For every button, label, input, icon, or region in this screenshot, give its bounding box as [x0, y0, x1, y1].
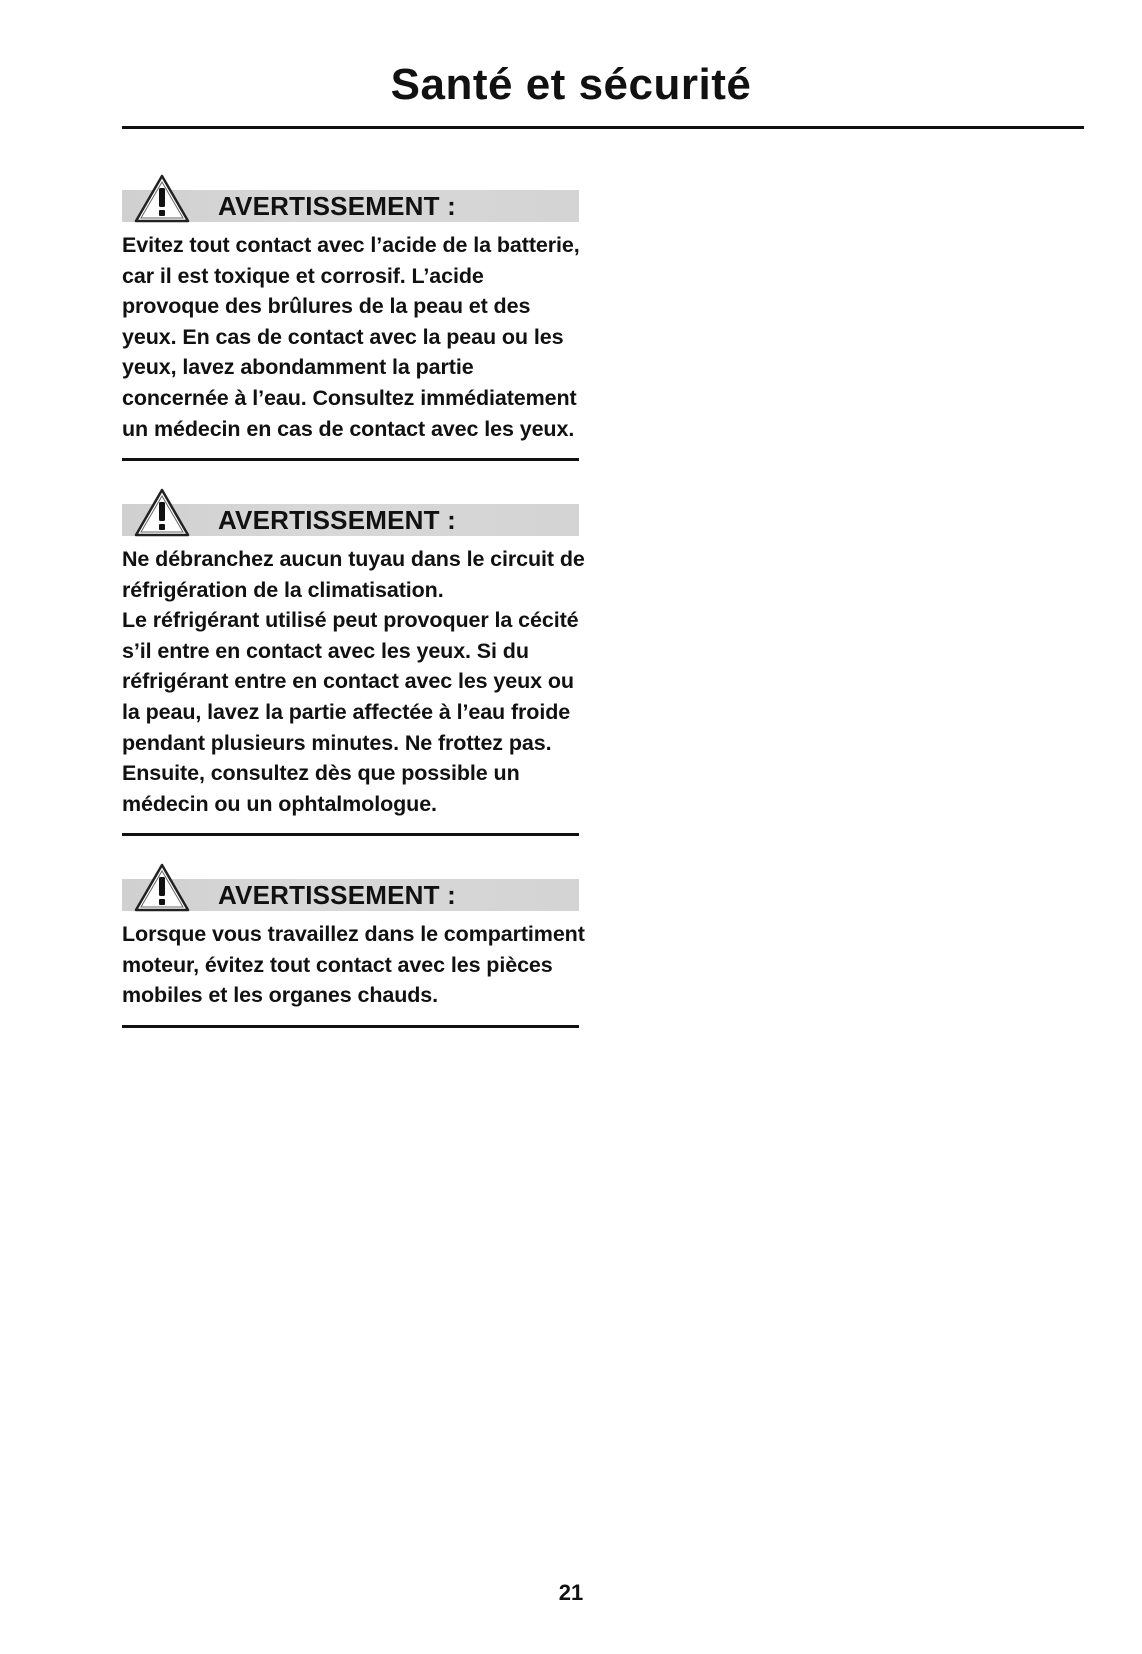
page-title: Santé et sécurité [390, 60, 752, 109]
warning-header [122, 488, 579, 538]
warning-text-line: provoque des brûlures de la peau et des [122, 294, 531, 319]
warning-text [122, 544, 585, 819]
warning-text-line: pendant plusieurs minutes. Ne frottez pas. [122, 730, 552, 755]
warning-text-line: yeux. En cas de contact avec la peau ou les [122, 324, 564, 349]
warning-text-line: un médecin en cas de contact avec les yeux. [122, 416, 575, 441]
warning-label: AVERTISSEMENT : [218, 505, 456, 535]
warning-text-line: la peau, lavez la partie affectée à l’eau froide [122, 699, 571, 724]
warning-triangle-icon [134, 174, 190, 224]
warning-text-line: Le réfrigérant utilisé peut provoquer la cécité [122, 608, 579, 633]
warning-text-line: moteur, évitez tout contact avec les pièces [122, 952, 553, 977]
warning-triangle-icon [134, 488, 190, 538]
warning-text-line: réfrigérant entre en contact avec les yeux ou [122, 669, 574, 694]
warning-header [122, 863, 579, 913]
warning-divider [122, 1025, 579, 1028]
warning-text-line: médecin ou un ophtalmologue. [122, 791, 437, 816]
warning-text [122, 230, 579, 444]
warning-divider [122, 833, 579, 836]
warning-text-line: concernée à l’eau. Consultez immédiatement [122, 385, 577, 410]
warning-text-line: Ensuite, consultez dès que possible un [122, 761, 520, 786]
warning-label: AVERTISSEMENT : [218, 880, 456, 910]
warning-label: AVERTISSEMENT : [218, 191, 456, 221]
warning-divider [122, 458, 579, 461]
warning-text-line: s’il entre en contact avec les yeux. Si du [122, 638, 529, 663]
warning-text-line: réfrigération de la climatisation. [122, 577, 444, 602]
warning-header [122, 174, 579, 224]
warning-text-line: Evitez tout contact avec l’acide de la batterie, [122, 233, 580, 257]
page-number: 21 [558, 1580, 584, 1605]
warning-block-engine-compartment [122, 863, 585, 1028]
warning-block-battery-acid [122, 174, 579, 461]
warning-text [122, 919, 585, 1011]
warning-text-line: car il est toxique et corrosif. L’acide [122, 263, 484, 288]
title-divider [122, 126, 1084, 129]
warning-text-line: mobiles et les organes chauds. [122, 983, 439, 1008]
warning-triangle-icon [134, 863, 190, 913]
warning-text-line: yeux, lavez abondamment la partie [122, 355, 474, 380]
warning-block-refrigerant [122, 488, 585, 836]
warning-text-line: Ne débranchez aucun tuyau dans le circuit de [122, 547, 585, 571]
warning-text-line: Lorsque vous travaillez dans le compartiment [122, 922, 585, 946]
